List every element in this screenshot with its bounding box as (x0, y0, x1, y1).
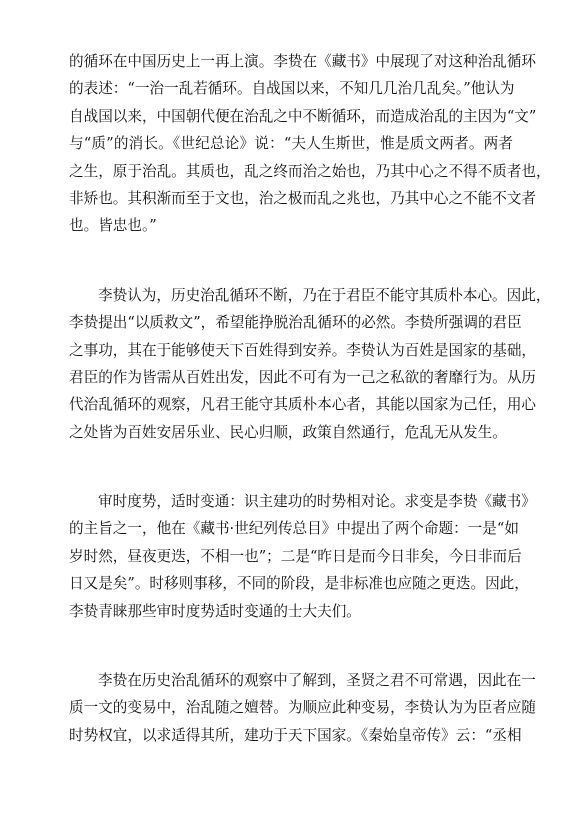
text-line: 与“质”的消长。《世纪总论》说：“夫人生斯世，惟是质文两者。两者 (69, 135, 513, 153)
paragraph-1 (69, 48, 551, 240)
paragraph-gap (69, 446, 513, 488)
text-line: 君臣的作为皆需从百姓出发，因此不可有为一己之私欲的奢靡行为。从历 (69, 368, 537, 386)
text-line: 自战国以来，中国朝代便在治乱之中不断循环，而造成治乱的主因为“文” (69, 107, 537, 125)
text-line: 审时度势，适时变通：识主建功的时势相对论。求变是李贽《藏书》 (98, 493, 536, 511)
text-line: 岁时然，昼夜更迭，不相一也”；二是“昨日是而今日非矣，今日非而后 (69, 547, 522, 565)
paragraph-gap (69, 240, 513, 282)
document-page (69, 48, 551, 749)
text-line: 李贽认为，历史治乱循环不断，乃在于君臣不能守其质朴本心。因此， (98, 286, 551, 304)
paragraph-4 (69, 667, 537, 749)
text-line: 非矫也。其积渐而至于文也，治之极而乱之兆也，乃其中心之不能不文者 (69, 189, 537, 207)
text-line: 也。皆忠也。” (69, 217, 157, 235)
text-line: 李贽在历史治乱循环的观察中了解到，圣贤之君不可常遇，因此在一 (98, 672, 536, 690)
text-line: 代治乱循环的观察，凡君王能守其质朴本心者，其能以国家为己任，用心 (69, 396, 537, 414)
text-line: 的表述：“一治一乱若循环。自战国以来，不知几几治几乱矣。”他认为 (69, 80, 515, 98)
text-line: 质一文的变易中，治乱随之嬗替。为顺应此种变易，李贽认为为臣者应随 (69, 699, 537, 717)
text-line: 之生，原于治乱。其质也，乱之终而治之始也，乃其中心之不得不质者也， (69, 162, 551, 180)
paragraph-2 (69, 282, 551, 446)
text-line: 的主旨之一，他在《藏书·世纪列传总目》中提出了两个命题：一是“如 (69, 520, 519, 538)
text-line: 李贽青睐那些审时度势适时变通的士大夫们。 (69, 602, 361, 620)
text-line: 李贽提出“以质救文”，希望能挣脱治乱循环的必然。李贽所强调的君臣 (69, 314, 522, 332)
text-line: 日又是矣”。时移则事移，不同的阶段，是非标准也应随之更迭。因此， (69, 575, 529, 593)
text-line: 的循环在中国历史上一再上演。李贽在《藏书》中展现了对这种治乱循环 (69, 53, 537, 70)
paragraph-3 (69, 488, 536, 625)
text-line: 之处皆为百姓安居乐业、民心归顺，政策自然通行，危乱无从发生。 (69, 423, 507, 441)
text-line: 之事功，其在于能够使天下百姓得到安养。李贽认为百姓是国家的基础， (69, 341, 537, 359)
paragraph-gap (69, 625, 513, 667)
text-line: 时势权宜，以求适得其所，建功于天下国家。《秦始皇帝传》云：“丞相 (69, 726, 522, 744)
